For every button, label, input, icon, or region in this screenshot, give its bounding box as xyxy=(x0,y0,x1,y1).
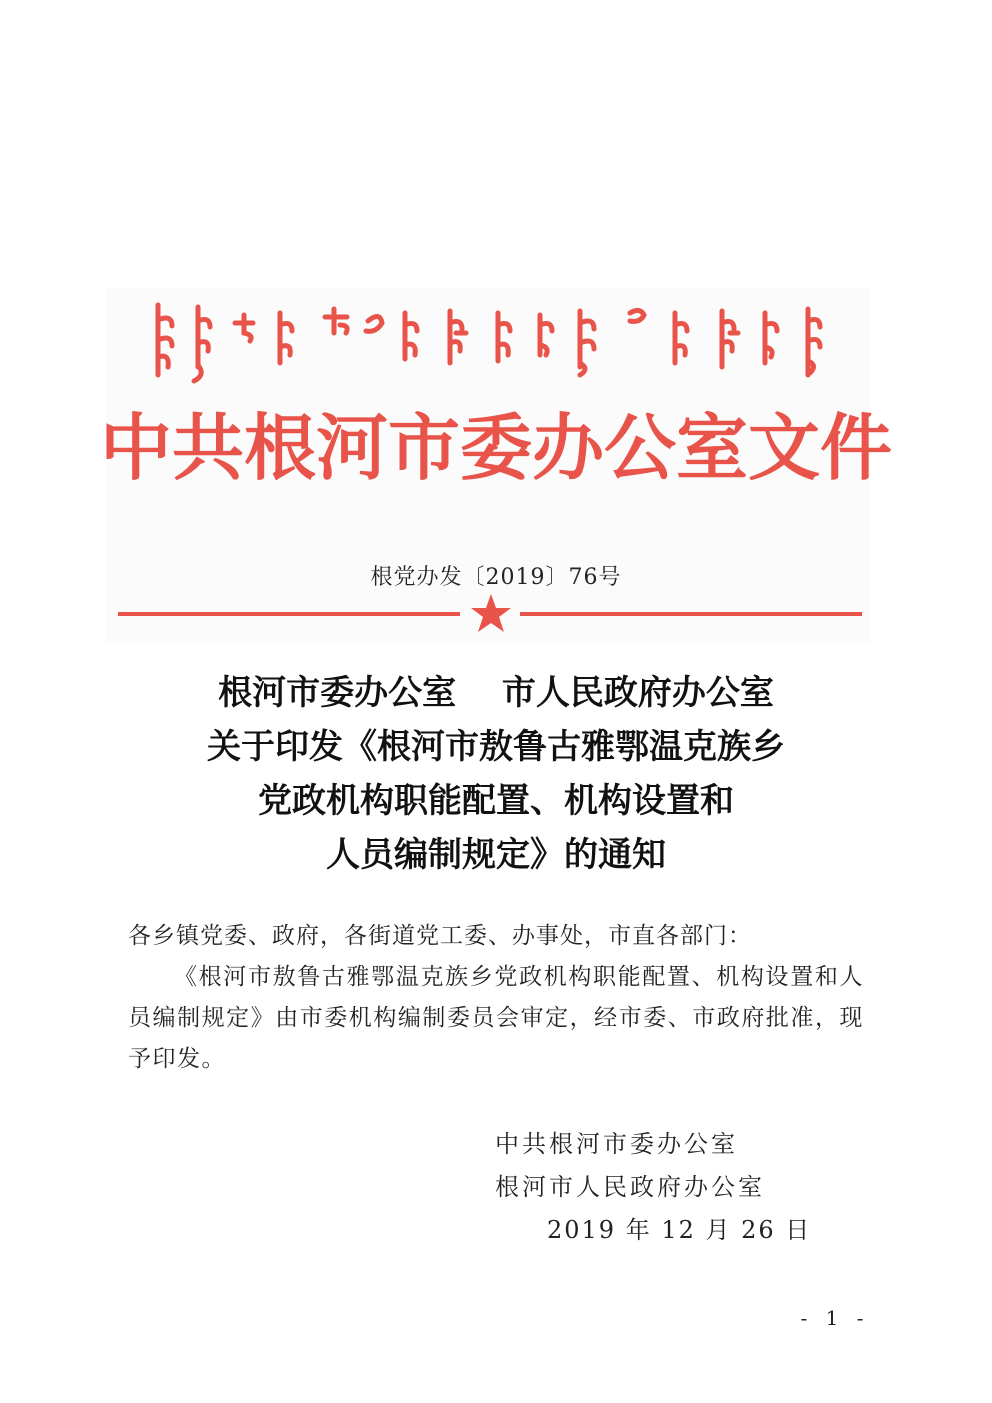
recipients: 各乡镇党委、政府，各街道党工委、办事处，市直各部门： xyxy=(128,923,752,949)
red-rule-right xyxy=(520,612,862,616)
notice-title-line-4: 人员编制规定》的通知 xyxy=(326,835,666,875)
letterhead-title: 中共根河市委办公室文件 xyxy=(99,406,892,490)
star-icon xyxy=(470,592,512,634)
page-number: - 1 - xyxy=(800,1306,870,1330)
notice-title-line-1: 根河市委办公室 市人民政府办公室 xyxy=(218,673,774,713)
mongolian-script-logo xyxy=(140,295,840,390)
document-number: 根党办发〔2019〕76号 xyxy=(370,565,622,590)
notice-title xyxy=(0,666,992,882)
body-paragraph: 《根河市敖鲁古雅鄂温克族乡党政机构职能配置、机构设置和人员编制规定》由市委机构编制委员会审定，经市委、市政府批准，现予印发。 xyxy=(128,964,864,1072)
signature-org-1: 中共根河市委办公室 xyxy=(495,1130,738,1158)
notice-title-line-3: 党政机构职能配置、机构设置和 xyxy=(258,781,734,821)
notice-title-line-2: 关于印发《根河市敖鲁古雅鄂温克族乡 xyxy=(207,727,785,767)
red-rule-left xyxy=(118,612,460,616)
signature-date: 2019 年 12 月 26 日 xyxy=(547,1216,812,1244)
signature-org-2: 根河市人民政府办公室 xyxy=(495,1173,765,1201)
